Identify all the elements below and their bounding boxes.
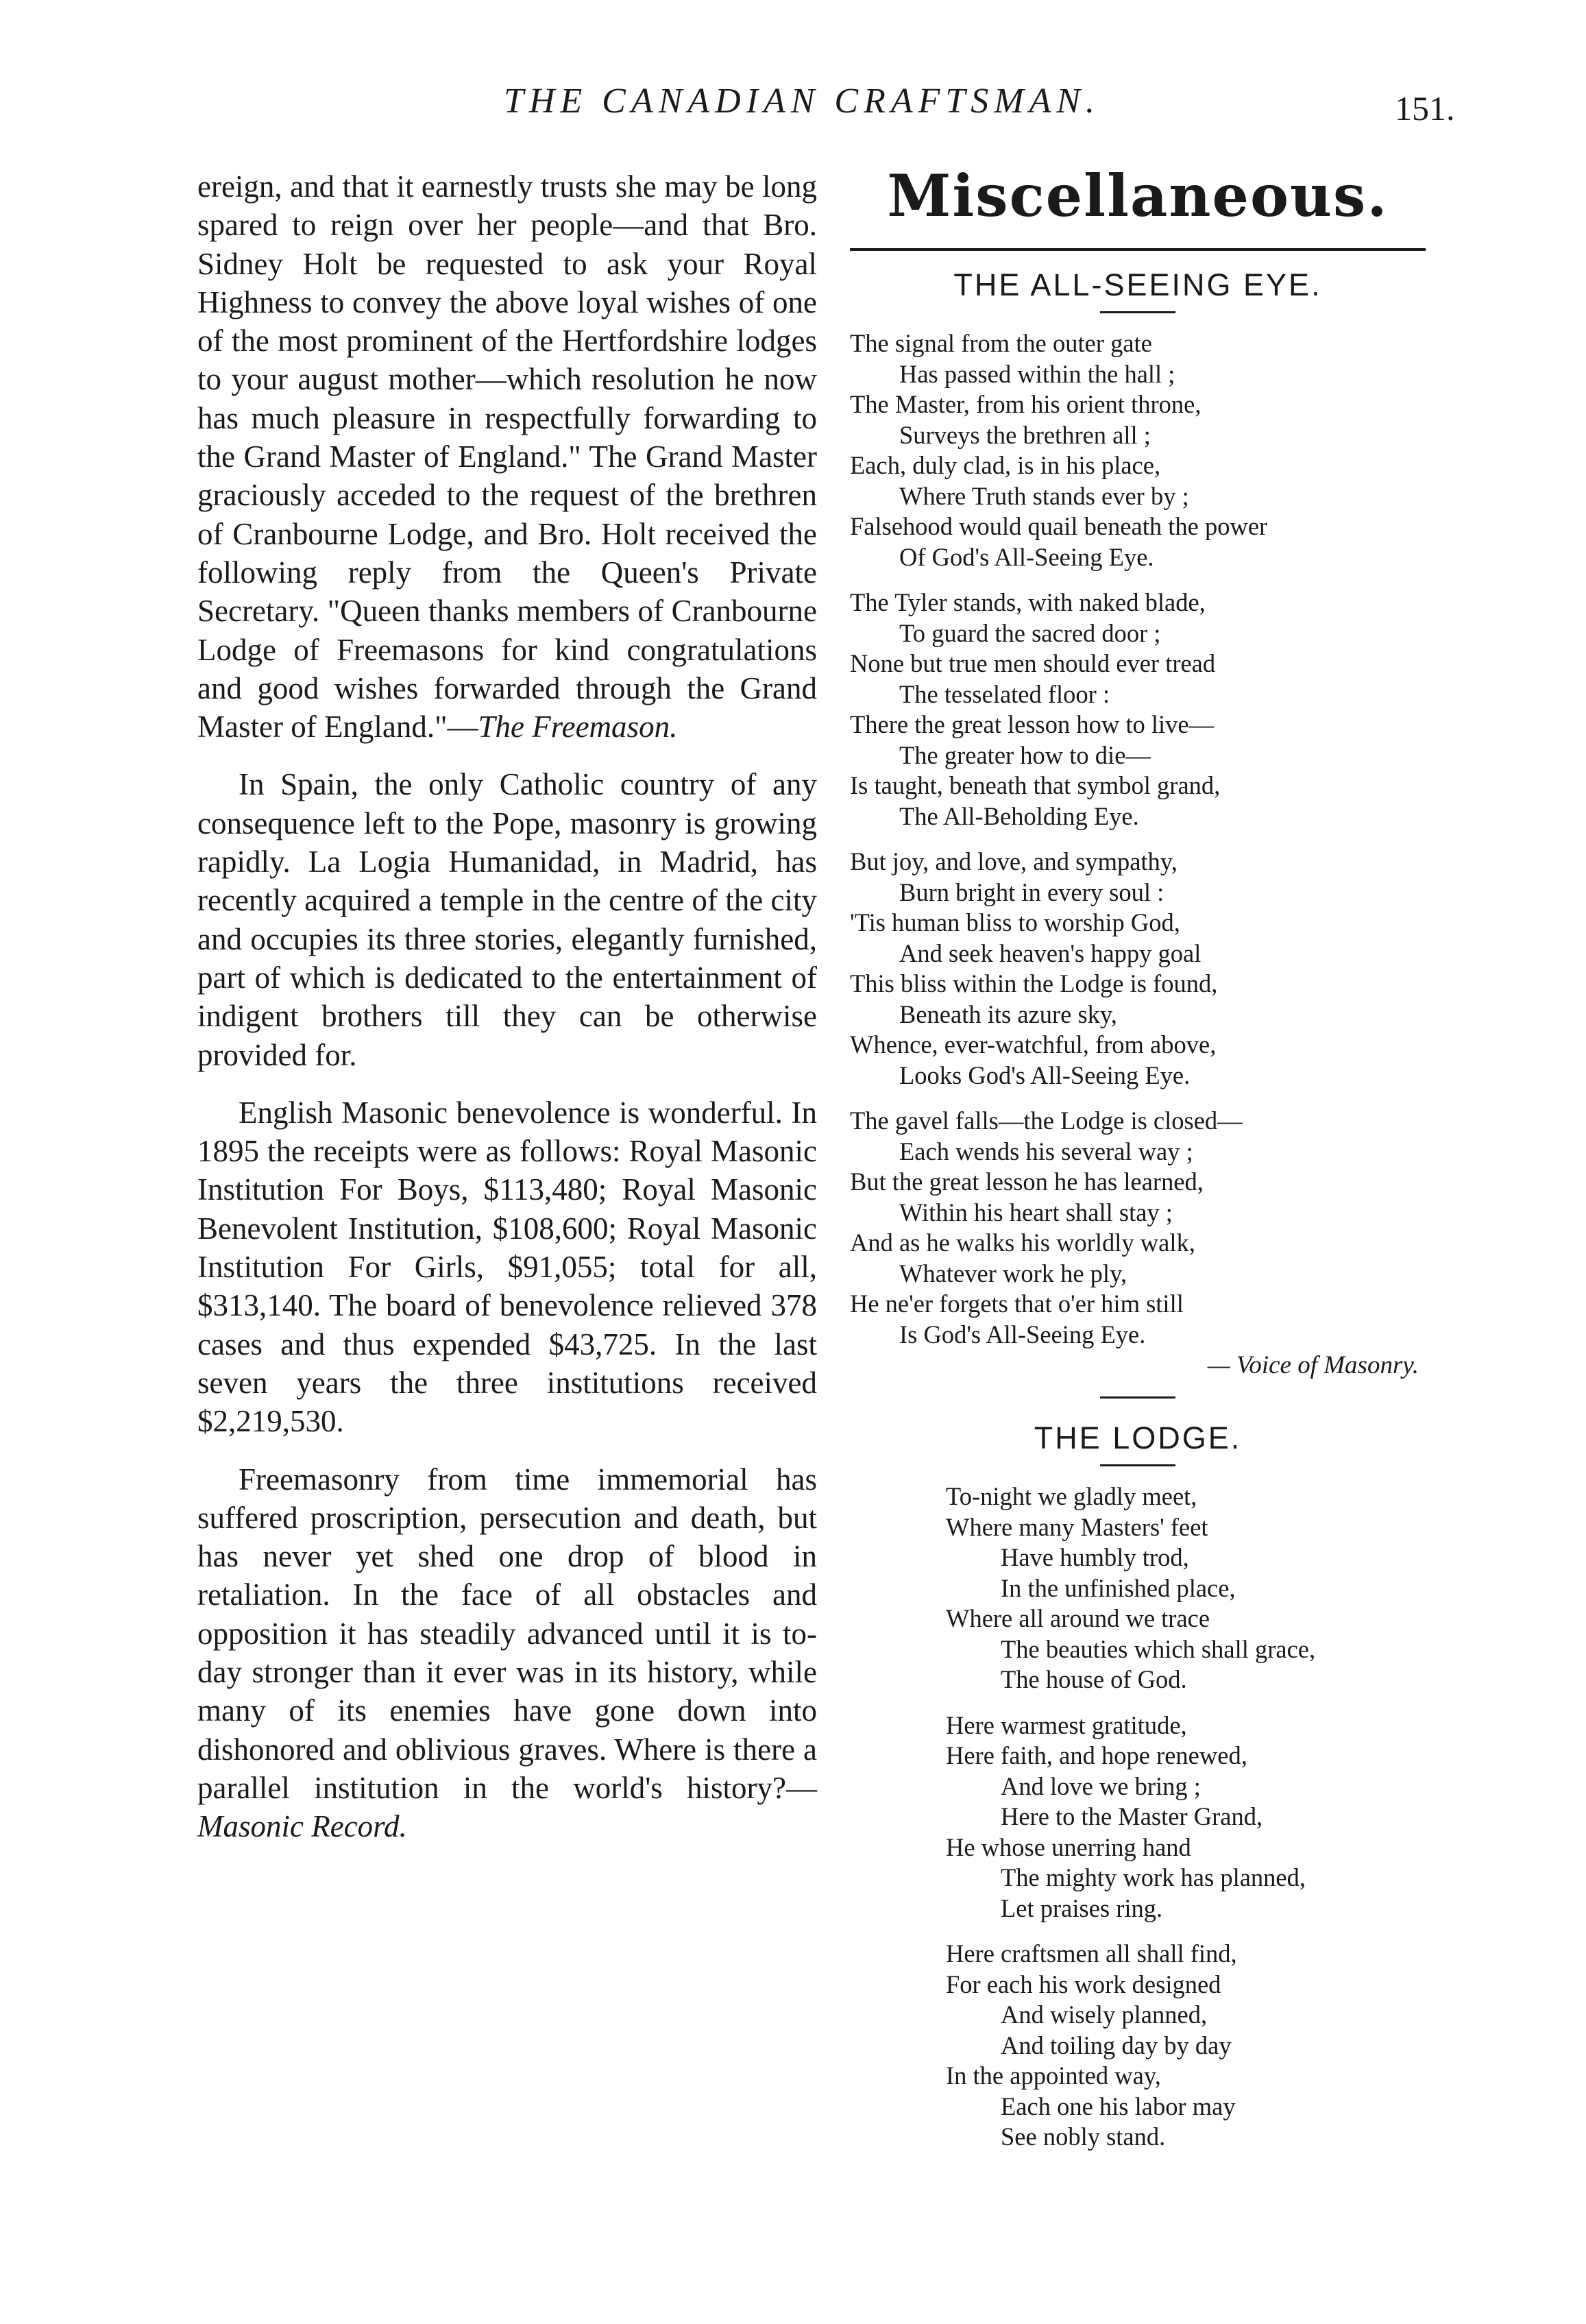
source-citation: Masonic Record. (197, 1809, 407, 1844)
poem-line: Where Truth stands ever by ; (899, 481, 1189, 510)
poem-line: For each his work designed (946, 1970, 1221, 1998)
poem-line: See nobly stand. (1001, 2122, 1166, 2151)
poem-line: The greater how to die— (899, 740, 1151, 769)
poem-line: Where all around we trace (946, 1604, 1210, 1632)
poem-line: The mighty work has planned, (1001, 1863, 1306, 1891)
poem-title: THE LODGE. (1034, 1420, 1242, 1455)
left-column (197, 167, 817, 1845)
page-number: 151. (1395, 89, 1455, 128)
poem-line: Whatever work he ply, (899, 1259, 1127, 1287)
poem-body (850, 1481, 1426, 2153)
poem-line: But the great lesson he has learned, (850, 1167, 1204, 1196)
poem-line: Each, duly clad, is in his place, (850, 451, 1161, 479)
poem-line: Here faith, and hope renewed, (946, 1741, 1247, 1769)
paragraph-cranbourne (197, 167, 817, 746)
poem-stanza (850, 847, 1426, 1091)
title-divider (1100, 311, 1175, 313)
poem-line: Surveys the brethren all ; (899, 420, 1151, 449)
poem-line: And as he walks his worldly walk, (850, 1228, 1195, 1257)
paragraph-benevolence: English Masonic benevolence is wonderful. In 1895 the receipts were as follows: Royal Masonic Institution For Boys, $113,480; Royal Masonic Benevolent Institution, $108,600; Royal Masonic Institution For Girls, $91,055; total for all, $313,140. The board of benevolence relieved 378 cases and thus expended $43,725. In the last seven years the three institutions received $2,219,530. (197, 1095, 817, 1439)
poem-all-seeing-eye (850, 266, 1426, 1381)
poem-line: Each one his labor may (1001, 2092, 1236, 2120)
poem-line: None but true men should ever tread (850, 649, 1216, 677)
poem-stanza (850, 1710, 1426, 1924)
poem-line: To guard the sacred door ; (899, 618, 1161, 647)
poem-body (850, 328, 1426, 1350)
poem-line: In the appointed way, (946, 2061, 1161, 2090)
poem-line: Has passed within the hall ; (899, 359, 1175, 388)
poem-line: The All-Beholding Eye. (899, 801, 1139, 830)
poem-line: To-night we gladly meet, (946, 1482, 1197, 1510)
poem-stanza (850, 1939, 1426, 2153)
poem-stanza (850, 328, 1426, 572)
source-citation: The Freemason. (478, 710, 678, 745)
poem-line: He whose unerring hand (946, 1832, 1191, 1861)
poem-line: Beneath its azure sky, (899, 1000, 1117, 1028)
poem-line: Is God's All-Seeing Eye. (899, 1320, 1146, 1348)
poem-stanza (850, 588, 1426, 832)
paragraph-text: Freemasonry from time immemorial has suffered proscription, persecution and death, but has never yet shed one drop of blood in retaliation. In the face of all obstacles and opposition it has steadily advanced until it is to-day stronger than it ever was in its history, while many of its enemies have gone down into dishonored and oblivious graves. Where is there a parallel institution in the world's history?— (197, 1462, 817, 1805)
poem-line: Here craftsmen all shall find, (946, 1939, 1237, 1968)
poem-line: Within his heart shall stay ; (899, 1198, 1173, 1226)
poem-line: And seek heaven's happy goal (899, 939, 1201, 967)
poem-attribution: — Voice of Masonry. (1207, 1351, 1419, 1379)
poem-line: Here to the Master Grand, (1001, 1802, 1263, 1830)
title-divider (1100, 1464, 1175, 1466)
poem-line: The Tyler stands, with naked blade, (850, 588, 1206, 616)
poem-line: The tesselated floor : (899, 679, 1110, 708)
poem-line: Here warmest gratitude, (946, 1710, 1187, 1739)
poem-line: Let praises ring. (1001, 1893, 1163, 1922)
poem-line: Whence, ever-watchful, from above, (850, 1030, 1217, 1058)
poem-line: And toiling day by day (1001, 2031, 1232, 2059)
poem-line: The beauties which shall grace, (1001, 1634, 1316, 1663)
poem-line: Burn bright in every soul : (899, 877, 1164, 906)
poem-line: He ne'er forgets that o'er him still (850, 1290, 1184, 1318)
poem-line: The signal from the outer gate (850, 329, 1152, 357)
poem-line: But joy, and love, and sympathy, (850, 847, 1178, 875)
poem-line: Have humbly trod, (1001, 1543, 1189, 1571)
paragraph-freemasonry (197, 1460, 817, 1846)
poem-line: Is taught, beneath that symbol grand, (850, 771, 1221, 799)
poem-line: And love we bring ; (1001, 1771, 1201, 1800)
heading-divider (850, 248, 1426, 251)
poem-stanza (850, 1481, 1426, 1695)
poem-line: Looks God's All-Seeing Eye. (899, 1061, 1191, 1089)
right-column (850, 162, 1426, 2153)
section-heading: Miscellaneous. (887, 162, 1389, 230)
paragraph-text: ereign, and that it earnestly trusts she may be long spared to reign over her people—and that Bro. Sidney Holt be requested to ask your Royal Highness to convey the above loyal wishes of one of the most prominent of the Hertfordshire lodges to your august mother—which resolution he now has much pleasure in respectfully forwarding to the Grand Master of England." The Grand Master graciously acceded to the request of the brethren of Cranbourne Lodge, and Bro. Holt received the following reply from the Queen's Private Secretary. "Queen thanks members of Cranbourne Lodge of Freemasons for kind congratulations and good wishes forwarded through the Grand Master of England."— (197, 169, 817, 745)
poem-separator (1100, 1396, 1175, 1399)
poem-line: The Master, from his orient throne, (850, 390, 1201, 418)
paragraph-spain: In Spain, the only Catholic country of any consequence left to the Pope, masonry is growing rapidly. La Logia Humanidad, in Madrid, has recently acquired a temple in the centre of the city and occupies its three stories, elegantly furnished, part of which is dedicated to the entertainment of indigent brothers till they can be otherwise provided for. (197, 767, 817, 1072)
poem-title: THE ALL-SEEING EYE. (953, 267, 1322, 302)
poem-line: There the great lesson how to live— (850, 710, 1215, 738)
poem-line: Of God's All-Seeing Eye. (899, 542, 1154, 571)
poem-line: Falsehood would quail beneath the power (850, 512, 1268, 540)
poem-line: And wisely planned, (1001, 2000, 1208, 2029)
poem-the-lodge (850, 1419, 1426, 2153)
poem-line: The gavel falls—the Lodge is closed— (850, 1106, 1243, 1135)
poem-line: Each wends his several way ; (899, 1137, 1193, 1165)
poem-line: In the unfinished place, (1001, 1573, 1236, 1602)
poem-stanza (850, 1106, 1426, 1350)
running-title: THE CANADIAN CRAFTSMAN. (503, 82, 1101, 121)
poem-line: Where many Masters' feet (946, 1512, 1208, 1541)
poem-line: The house of God. (1001, 1665, 1187, 1693)
poem-line: 'Tis human bliss to worship God, (850, 908, 1180, 936)
poem-line: This bliss within the Lodge is found, (850, 969, 1218, 997)
